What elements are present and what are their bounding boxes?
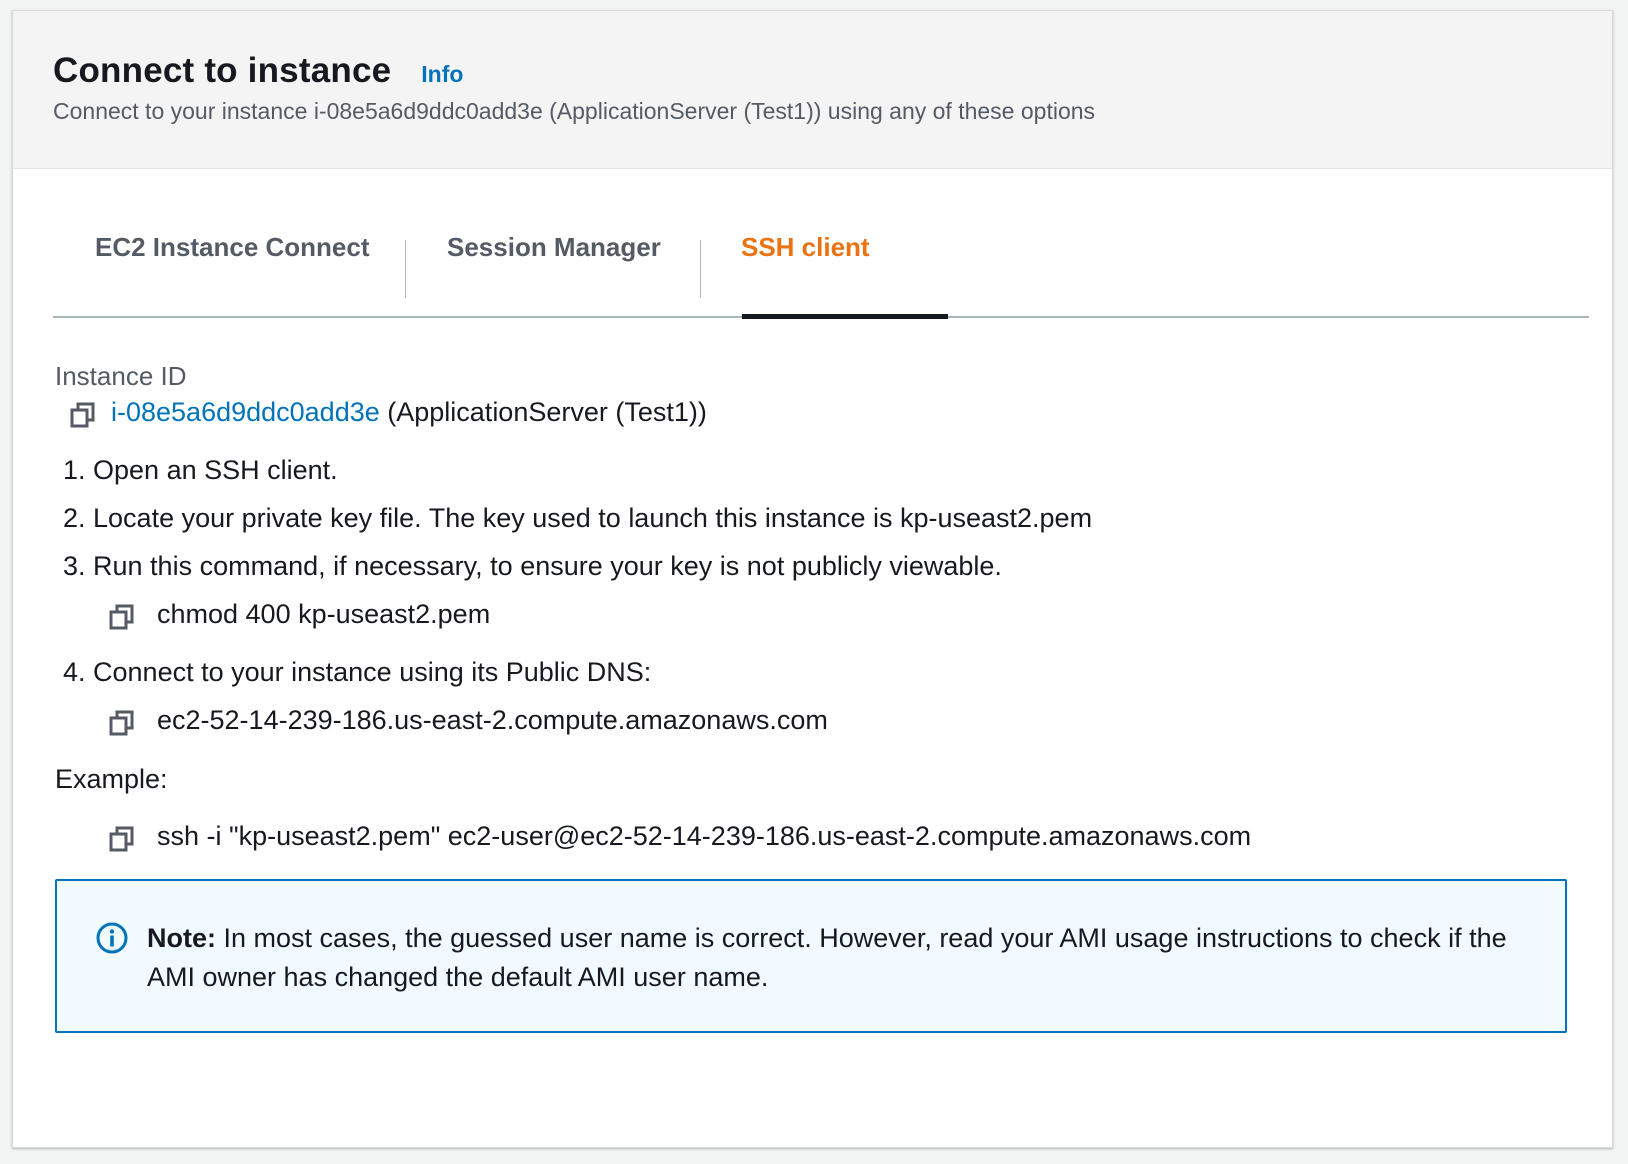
- copy-icon[interactable]: [109, 709, 135, 737]
- public-dns: ec2-52-14-239-186.us-east-2.compute.amazonaws.com: [157, 705, 828, 735]
- instance-id-row: [111, 397, 707, 428]
- note-prefix: Note:: [147, 923, 216, 953]
- note-body: In most cases, the guessed user name is correct. However, read your AMI usage instructions to check if the AMI owner has changed the default AMI user name.: [147, 923, 1507, 992]
- tab-divider: [405, 240, 406, 298]
- tab-session-manager[interactable]: Session Manager: [447, 232, 661, 262]
- tab-ec2-instance-connect[interactable]: EC2 Instance Connect: [95, 232, 370, 262]
- tab-ssh-client[interactable]: SSH client: [741, 232, 870, 262]
- info-link[interactable]: Info: [421, 61, 464, 87]
- step-1: 1. Open an SSH client.: [63, 455, 338, 485]
- step-3: 3. Run this command, if necessary, to ensure your key is not publicly viewable.: [63, 551, 1002, 581]
- connection-tabs: [53, 216, 1589, 318]
- info-circle-icon: [95, 921, 129, 955]
- note-text: [147, 919, 1527, 997]
- chmod-command: chmod 400 kp-useast2.pem: [157, 599, 491, 629]
- copy-icon[interactable]: [109, 603, 135, 631]
- note-alert: [55, 879, 1567, 1033]
- instance-id-link[interactable]: i-08e5a6d9ddc0add3e: [111, 397, 380, 427]
- page-title: Connect to instance: [53, 51, 392, 90]
- active-tab-indicator: [742, 314, 948, 319]
- step-2: 2. Locate your private key file. The key used to launch this instance is kp-useast2.pem: [63, 503, 1093, 533]
- tab-divider: [700, 240, 701, 298]
- panel-header: [13, 11, 1612, 169]
- connect-panel: [12, 10, 1613, 1148]
- title-row: [53, 51, 463, 91]
- ssh-example-command: ssh -i "kp-useast2.pem" ec2-user@ec2-52-14-239-186.us-east-2.compute.amazonaws.com: [157, 821, 1252, 851]
- copy-icon[interactable]: [70, 401, 96, 429]
- example-label: Example:: [55, 764, 168, 794]
- copy-icon[interactable]: [109, 825, 135, 853]
- step-4: 4. Connect to your instance using its Public DNS:: [63, 657, 652, 687]
- page-subtitle: Connect to your instance i-08e5a6d9ddc0add3e (ApplicationServer (Test1)) using any of these options: [53, 98, 1096, 124]
- instance-name: (ApplicationServer (Test1)): [387, 397, 707, 427]
- instance-id-label: Instance ID: [55, 361, 187, 391]
